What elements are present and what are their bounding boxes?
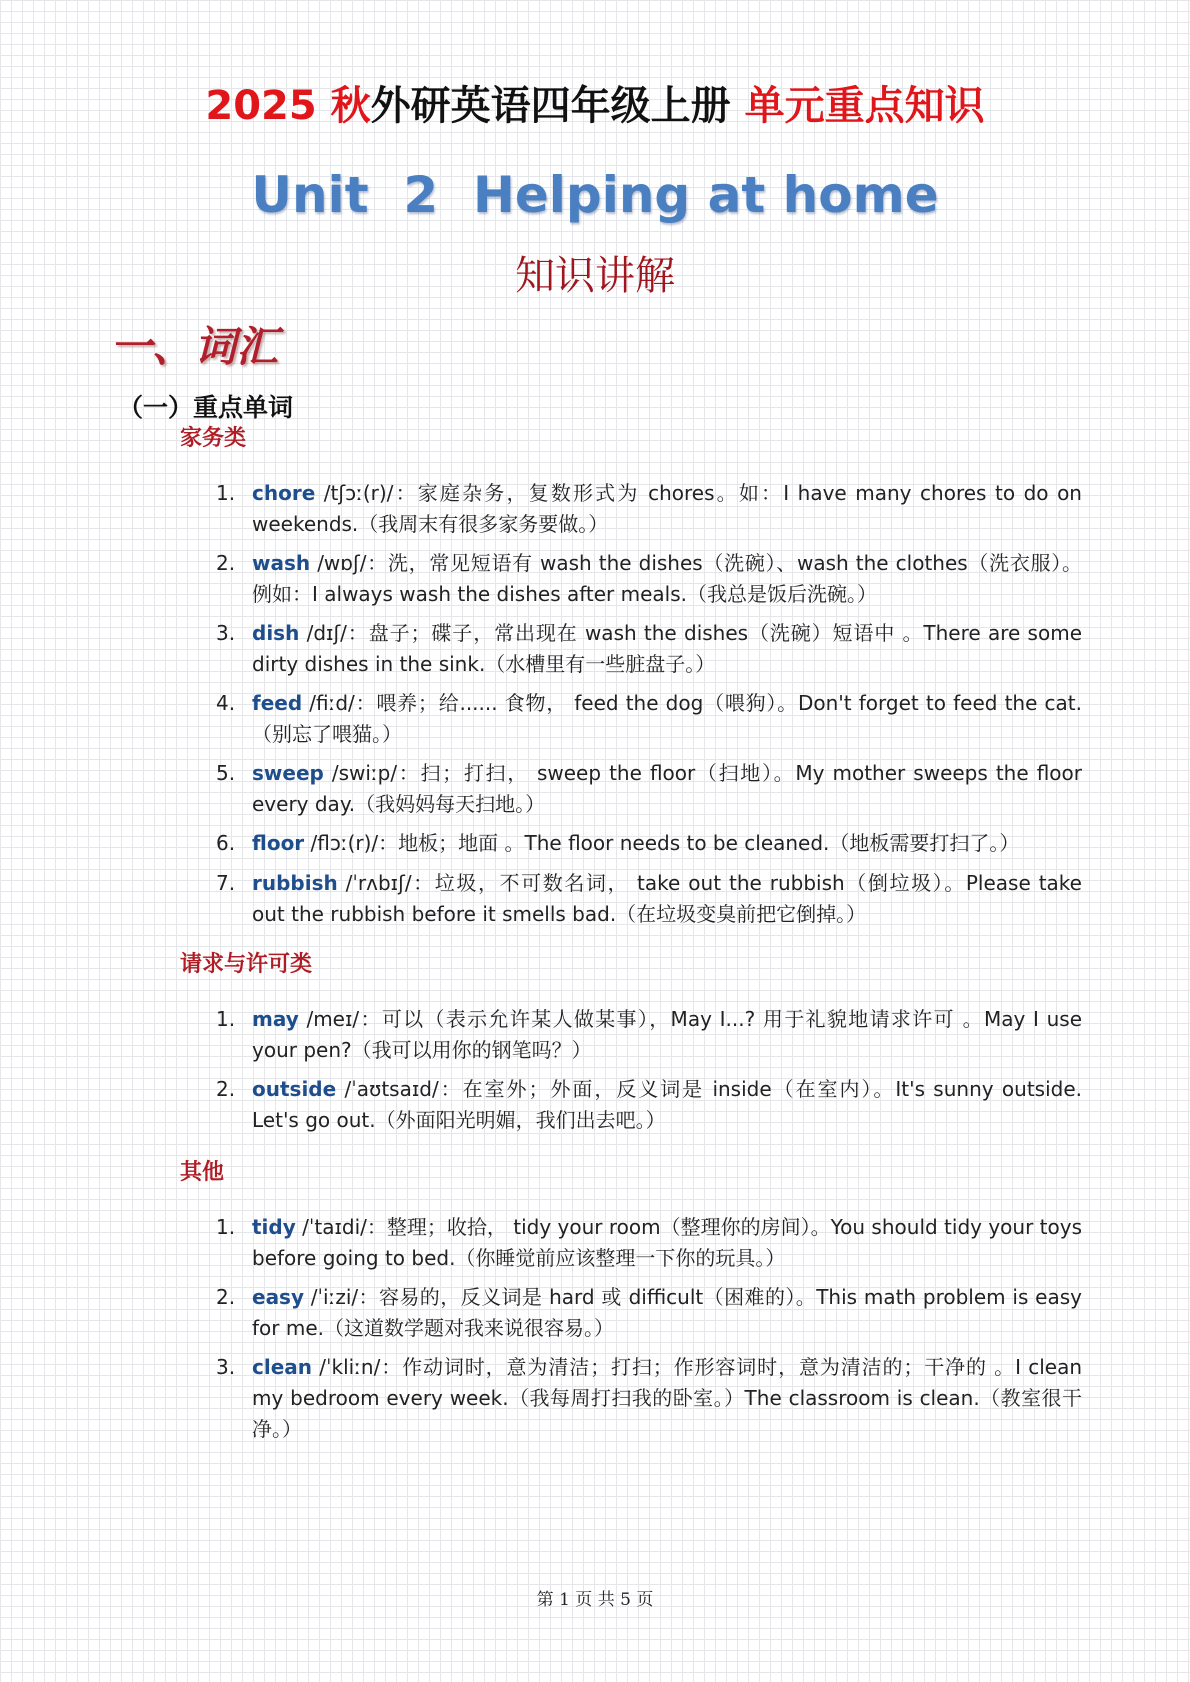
category-heading-requests: 请求与许可类 [180,951,313,977]
item-number: 3. [216,621,236,645]
category-heading-others: 其他 [180,1159,225,1185]
vocab-word: clean [252,1355,313,1379]
vocab-word: rubbish [252,871,338,895]
vocab-explanation: /swiːp/：扫；打扫， sweep the floor（扫地）。My mother sweeps the floor every day.（我妈妈每天扫地。） [252,761,1082,816]
item-number: 7. [216,871,236,895]
vocab-item-easy [216,1282,1082,1344]
item-number: 5. [216,761,236,785]
item-number: 3. [216,1355,236,1379]
vocab-explanation: /ˈaʊtsaɪd/：在室外；外面，反义词是 inside（在室内）。It's sunny outside. Let's go out.（外面阳光明媚，我们出去吧。） [252,1077,1082,1132]
vocab-word: outside [252,1077,337,1101]
vocab-item-chore [216,478,1082,540]
category-heading-chores: 家务类 [180,425,247,451]
item-number: 1. [216,1215,236,1239]
item-number: 6. [216,831,236,855]
vocab-explanation: /flɔː(r)/：地板；地面 。The floor needs to be cleaned.（地板需要打扫了。） [304,831,1020,855]
vocab-word: sweep [252,761,324,785]
vocab-word: dish [252,621,300,645]
vocab-item-outside [216,1074,1082,1136]
vocab-item-sweep [216,758,1082,820]
item-number: 1. [216,1007,236,1031]
item-number: 2. [216,1077,236,1101]
title-year: 2025 秋 [205,83,371,129]
vocab-word: tidy [252,1215,296,1239]
title-tail: 单元重点知识 [744,83,985,129]
vocab-explanation: /fiːd/：喂养；给...... 食物， feed the dog（喂狗）。Don't forget to feed the cat.（别忘了喂猫。） [252,691,1082,746]
vocab-word: may [252,1007,299,1031]
vocab-item-floor [216,828,1082,859]
vocab-word: feed [252,691,303,715]
vocab-explanation: /ˈiːzi/：容易的，反义词是 hard 或 difficult（困难的）。This math problem is easy for me.（这道数学题对我来说很容易。） [252,1285,1082,1340]
vocab-explanation: /dɪʃ/：盘子；碟子，常出现在 wash the dishes（洗碗）短语中 。There are some dirty dishes in the sink.（水槽里有一些脏盘子。） [252,621,1082,676]
document-subtitle: 知识讲解 [515,253,675,299]
item-number: 2. [216,551,236,575]
document-title [0,78,1190,134]
vocab-item-tidy [216,1212,1082,1274]
vocab-item-wash [216,548,1082,610]
title-course: 外研英语四年级上册 [370,83,745,129]
vocab-word: chore [252,481,316,505]
vocab-item-may [216,1004,1082,1066]
vocab-item-rubbish [216,868,1082,930]
vocab-item-clean [216,1352,1082,1445]
page-number: 第 1 页 共 5 页 [536,1590,654,1610]
vocab-item-feed [216,688,1082,750]
vocab-explanation: /ˈtaɪdi/：整理；收拾， tidy your room（整理你的房间）。You should tidy your toys before going to bed.（你睡觉前应该整理一下你的玩具。） [252,1215,1083,1270]
vocab-explanation: /wɒʃ/：洗，常见短语有 wash the dishes（洗碗）、wash the clothes（洗衣服）。例如：I always wash the dishes after meals.（我总是饭后洗碗。） [252,551,1082,606]
vocab-word: wash [252,551,311,575]
vocab-explanation: /ˈrʌbɪʃ/：垃圾，不可数名词， take out the rubbish（倒垃圾）。Please take out the rubbish before it smells bad.（在垃圾变臭前把它倒掉。） [252,871,1082,926]
vocab-word: floor [252,831,305,855]
item-number: 1. [216,481,236,505]
vocab-item-dish [216,618,1082,680]
vocab-explanation: /ˈkliːn/：作动词时，意为清洁；打扫；作形容词时，意为清洁的；干净的 。I clean my bedroom every week.（我每周打扫我的卧室。）The classroom is clean.（教室很干净。） [252,1355,1082,1441]
vocab-word: easy [252,1285,305,1309]
item-number: 2. [216,1285,236,1309]
sub-heading-key-words: （一）重点单词 [118,393,294,422]
section-heading-vocabulary: 一、词汇 [110,322,279,371]
vocab-explanation: /tʃɔː(r)/：家庭杂务，复数形式为 chores。如：I have many chores to do on weekends.（我周末有很多家务要做。） [252,481,1082,536]
unit-title: Unit 2 Helping at home [251,166,939,224]
item-number: 4. [216,691,236,715]
vocab-explanation: /meɪ/：可以（表示允许某人做某事），May I...? 用于礼貌地请求许可 。May I use your pen?（我可以用你的钢笔吗？） [252,1007,1082,1062]
